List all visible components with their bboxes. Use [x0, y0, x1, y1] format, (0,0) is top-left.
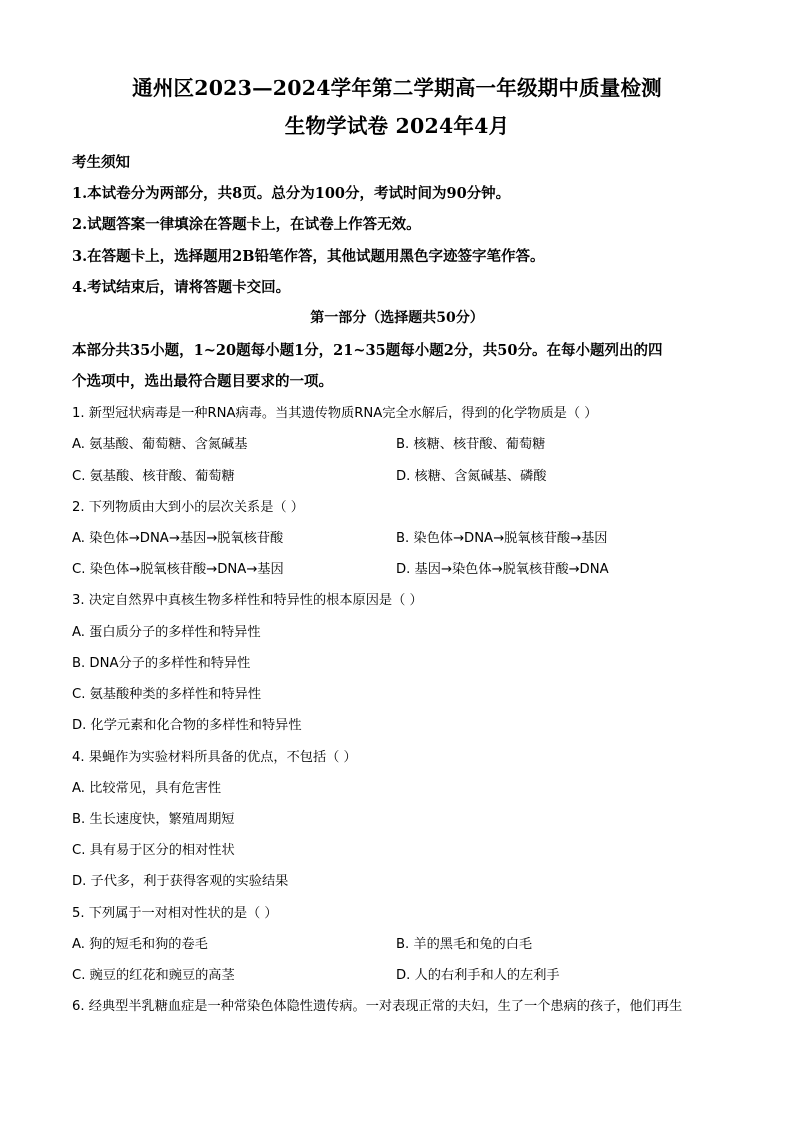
question-option: B. 羊的黑毛和兔的白毛 [396, 937, 533, 952]
question-option: A. 蛋白质分子的多样性和特异性 [72, 625, 261, 640]
question-option: B. 核糖、核苷酸、葡萄糖 [396, 437, 546, 452]
question-option: B. 生长速度快，繁殖周期短 [72, 812, 235, 827]
question-option: D. 基因→染色体→脱氧核苷酸→DNA [396, 562, 609, 577]
question-stem: 5. 下列属于一对相对性状的是（ ） [72, 906, 278, 921]
question-option: A. 氨基酸、葡萄糖、含氮碱基 [72, 437, 248, 452]
question-option: A. 狗的短毛和狗的卷毛 [72, 937, 208, 952]
question-option: A. 比较常见，具有危害性 [72, 781, 222, 796]
question-stem: 4. 果蝇作为实验材料所具备的优点，不包括（ ） [72, 750, 357, 765]
question-option: D. 人的右利手和人的左利手 [396, 968, 560, 983]
question-option: D. 子代多，利于获得客观的实验结果 [72, 874, 289, 889]
notice-item: 2.试题答案一律填涂在答题卡上，在试卷上作答无效。 [72, 216, 421, 233]
notice-item: 3.在答题卡上，选择题用2B铅笔作答，其他试题用黑色字迹签字笔作答。 [72, 248, 545, 265]
question-option: A. 染色体→DNA→基因→脱氧核苷酸 [72, 531, 284, 546]
question-stem: 2. 下列物质由大到小的层次关系是（ ） [72, 500, 304, 515]
question-option: C. 氨基酸种类的多样性和特异性 [72, 687, 262, 702]
exam-subtitle: 生物学试卷 2024年4月 [284, 114, 510, 138]
section-intro: 个选项中，选出最符合题目要求的一项。 [72, 373, 333, 390]
notice-item: 1.本试卷分为两部分，共8页。总分为100分，考试时间为90分钟。 [72, 185, 511, 202]
section-title: 第一部分（选择题共50分） [310, 310, 484, 326]
question-option: B. DNA分子的多样性和特异性 [72, 656, 251, 671]
section-intro: 本部分共35小题，1~20题每小题1分，21~35题每小题2分，共50分。在每小题列出的四 [72, 342, 663, 359]
question-option: C. 具有易于区分的相对性状 [72, 843, 235, 858]
exam-title: 通州区2023—2024学年第二学期高一年级期中质量检测 [132, 76, 662, 100]
question-stem: 1. 新型冠状病毒是一种RNA病毒。当其遗传物质RNA完全水解后，得到的化学物质是（ ） [72, 406, 598, 421]
question-option: D. 化学元素和化合物的多样性和特异性 [72, 718, 302, 733]
question-option: C. 氨基酸、核苷酸、葡萄糖 [72, 469, 235, 484]
question-option: C. 豌豆的红花和豌豆的高茎 [72, 968, 235, 983]
question-stem: 3. 决定自然界中真核生物多样性和特异性的根本原因是（ ） [72, 593, 423, 608]
question-option: B. 染色体→DNA→脱氧核苷酸→基因 [396, 531, 608, 546]
question-option: D. 核糖、含氮碱基、磷酸 [396, 469, 547, 484]
question-stem: 6. 经典型半乳糖血症是一种常染色体隐性遗传病。一对表现正常的夫妇，生了一个患病的孩子，他们再生 [72, 999, 683, 1014]
question-option: C. 染色体→脱氧核苷酸→DNA→基因 [72, 562, 284, 577]
notice-heading: 考生须知 [72, 154, 130, 171]
notice-item: 4.考试结束后，请将答题卡交回。 [72, 279, 291, 296]
